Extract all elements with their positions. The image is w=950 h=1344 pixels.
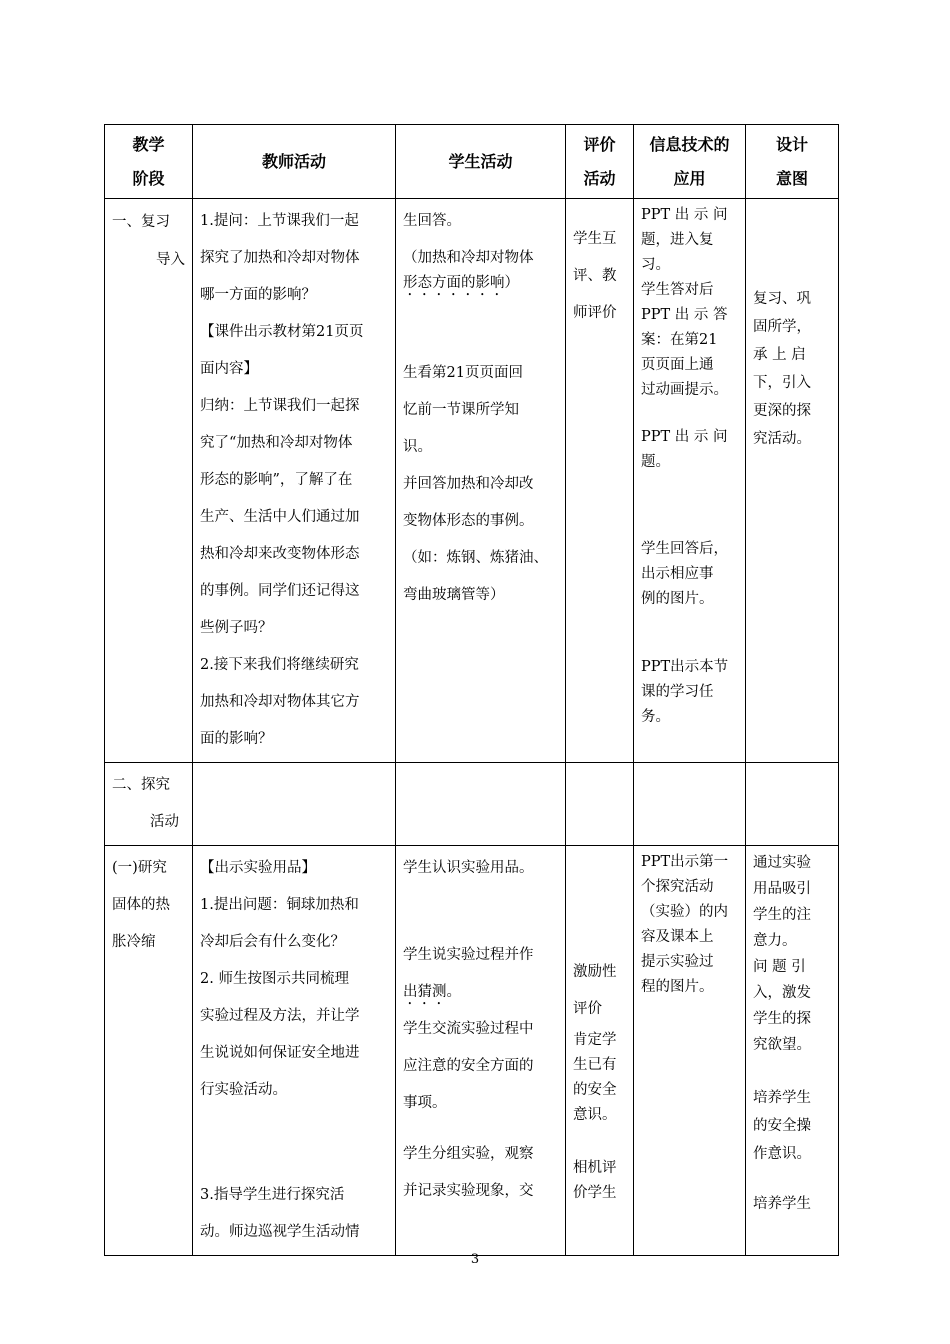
header-design-intent: 设计 意图 (746, 125, 839, 199)
header-it-application: 信息技术的 应用 (634, 125, 746, 199)
header-student-activity: 学生活动 (396, 125, 566, 199)
intent-explore-cell (746, 763, 839, 846)
it-explore-cell (634, 763, 746, 846)
intent-solid-cell: 通过实验 用品吸引 学生的注 意力。 问 题 引 入，激发 学生的探 究欲望。 培养学生 的安全操 作意识。 培养学生 (746, 846, 839, 1256)
student-review-cell: 生回答。 （加热和冷却对物体 形态方面的影响） 生看第21页页面回 忆前一节课所学知 识。 并回答加热和冷却改 变物体形态的事例。 （如：炼钢、炼猪油、 弯曲玻璃管等） (396, 199, 566, 763)
header-row (105, 125, 839, 199)
header-evaluation: 评价 活动 (566, 125, 634, 199)
student-explore-cell (396, 763, 566, 846)
row-solid-expansion (105, 846, 839, 1256)
row-review (105, 199, 839, 763)
it-solid-cell: PPT出示第一 个探究活动 （实验）的内 容及课本上 提示实验过 程的图片。 (634, 846, 746, 1256)
stage-review-cell: 一、复习 导入 (105, 199, 193, 763)
stage-solid-cell: (一)研究 固体的热 胀冷缩 (105, 846, 193, 1256)
teacher-review-cell: 1.提问：上节课我们一起 探究了加热和冷却对物体 哪一方面的影响？ 【课件出示教材第21页页 面内容】 归纳：上节课我们一起探 究了“加热和冷却对物体 形态的影响”，了解了在 生产、生活中人们通过加 热和冷却来改变物体形态 的事例。同学们还记得这 些例子吗？ 2.接下来我们将继续研究 加热和冷却对物体其它方 面的影响？ (193, 199, 396, 763)
teacher-solid-cell: 【出示实验用品】 1.提出问题：铜球加热和 冷却后会有什么变化？ 2. 师生按图示共同梳理 实验过程及方法，并让学 生说说如何保证安全地进 行实验活动。 3.指导学生进行探究活 动。师边巡视学生活动情 (193, 846, 396, 1256)
lesson-plan-table (104, 124, 839, 1256)
intent-review-cell: 复习、巩 固所学， 承 上 启 下，引入 更深的探 究活动。 (746, 199, 839, 763)
teacher-explore-cell (193, 763, 396, 846)
student-solid-cell: 学生认识实验用品。 学生说实验过程并作 出猜测。 学生交流实验过程中 应注意的安全方面的 事项。 学生分组实验，观察 并记录实验现象，交 (396, 846, 566, 1256)
evaluation-solid-cell: 激励性 评价 肯定学 生已有 的安全 意识。 相机评 价学生 (566, 846, 634, 1256)
header-teacher-activity: 教师活动 (193, 125, 396, 199)
it-review-cell: PPT 出 示 问 题，进入复 习。 学生答对后 PPT 出 示 答 案：在第21 页页面上通 过动画提示。 PPT 出 示 问 题。 学生回答后， 出示相应事 例的图片。 PPT出示本节 课的学习任 务。 (634, 199, 746, 763)
row-explore (105, 763, 839, 846)
evaluation-explore-cell (566, 763, 634, 846)
evaluation-review-cell: 学生互 评、教 师评价 (566, 199, 634, 763)
page-number: 3 (470, 1252, 480, 1267)
header-stage: 教学 阶段 (105, 125, 193, 199)
stage-explore-cell: 二、探究 活动 (105, 763, 193, 846)
